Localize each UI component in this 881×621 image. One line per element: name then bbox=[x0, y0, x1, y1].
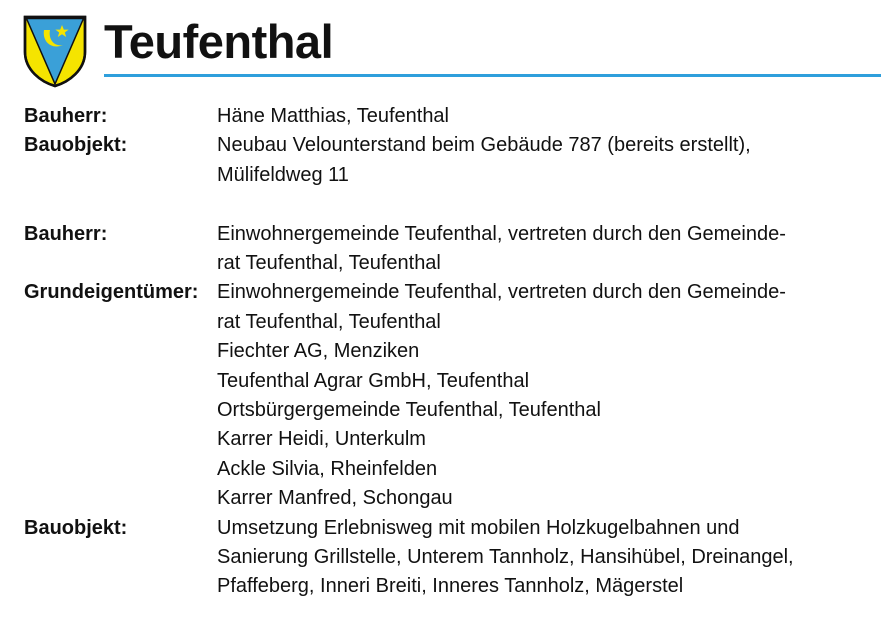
value-line: rat Teufenthal, Teufenthal bbox=[217, 310, 441, 333]
value-line: Karrer Manfred, Schongau bbox=[217, 487, 453, 510]
notice-list bbox=[24, 102, 874, 602]
value-line: Sanierung Grillstelle, Unterem Tannholz, Hansihübel, Dreinangel, bbox=[217, 546, 794, 569]
value-line: Einwohnergemeinde Teufenthal, vertreten durch den Gemeinde- bbox=[217, 222, 786, 245]
entry-bauobjekt bbox=[24, 514, 874, 602]
entry-value bbox=[217, 131, 874, 190]
title-underline bbox=[104, 74, 881, 77]
entry-value bbox=[217, 514, 874, 602]
value-line: Fiechter AG, Menziken bbox=[217, 340, 420, 363]
value-line: Pfaffeberg, Inneri Breiti, Inneres Tannholz, Mägerstel bbox=[217, 575, 684, 598]
value-line: Ackle Silvia, Rheinfelden bbox=[217, 457, 438, 480]
entry-label: Grundeigentümer: bbox=[24, 281, 199, 304]
notice-section-1 bbox=[24, 102, 874, 190]
entry-bauherr bbox=[24, 102, 874, 131]
entry-value bbox=[217, 220, 874, 279]
value-line: Häne Matthias, Teufenthal bbox=[217, 105, 450, 127]
value-line: Teufenthal Agrar GmbH, Teufenthal bbox=[217, 369, 530, 392]
entry-grundeigentuemer bbox=[24, 278, 874, 513]
value-line: rat Teufenthal, Teufenthal bbox=[217, 252, 441, 275]
entry-label: Bauherr: bbox=[24, 105, 108, 127]
value-line: Mülifeldweg 11 bbox=[217, 163, 349, 186]
page-title: Teufenthal bbox=[104, 15, 334, 68]
entry-label: Bauobjekt: bbox=[24, 134, 128, 157]
entry-label: Bauherr: bbox=[24, 222, 108, 245]
entry-bauobjekt bbox=[24, 131, 874, 190]
value-line: Einwohnergemeinde Teufenthal, vertreten durch den Gemeinde- bbox=[217, 281, 786, 304]
value-line: Umsetzung Erlebnisweg mit mobilen Holzkugelbahnen und bbox=[217, 516, 740, 539]
section-spacer bbox=[24, 190, 874, 219]
value-line: Ortsbürgergemeinde Teufenthal, Teufenthal bbox=[217, 399, 601, 422]
page-header bbox=[0, 0, 881, 90]
value-line: Karrer Heidi, Unterkulm bbox=[217, 428, 426, 451]
entry-value bbox=[217, 278, 874, 513]
coat-of-arms-icon bbox=[22, 14, 88, 88]
value-line: Neubau Velounterstand beim Gebäude 787 (bereits erstellt), bbox=[217, 134, 751, 157]
entry-label: Bauobjekt: bbox=[24, 516, 128, 539]
notice-section-2 bbox=[24, 220, 874, 602]
entry-bauherr bbox=[24, 220, 874, 279]
entry-value bbox=[217, 102, 874, 131]
